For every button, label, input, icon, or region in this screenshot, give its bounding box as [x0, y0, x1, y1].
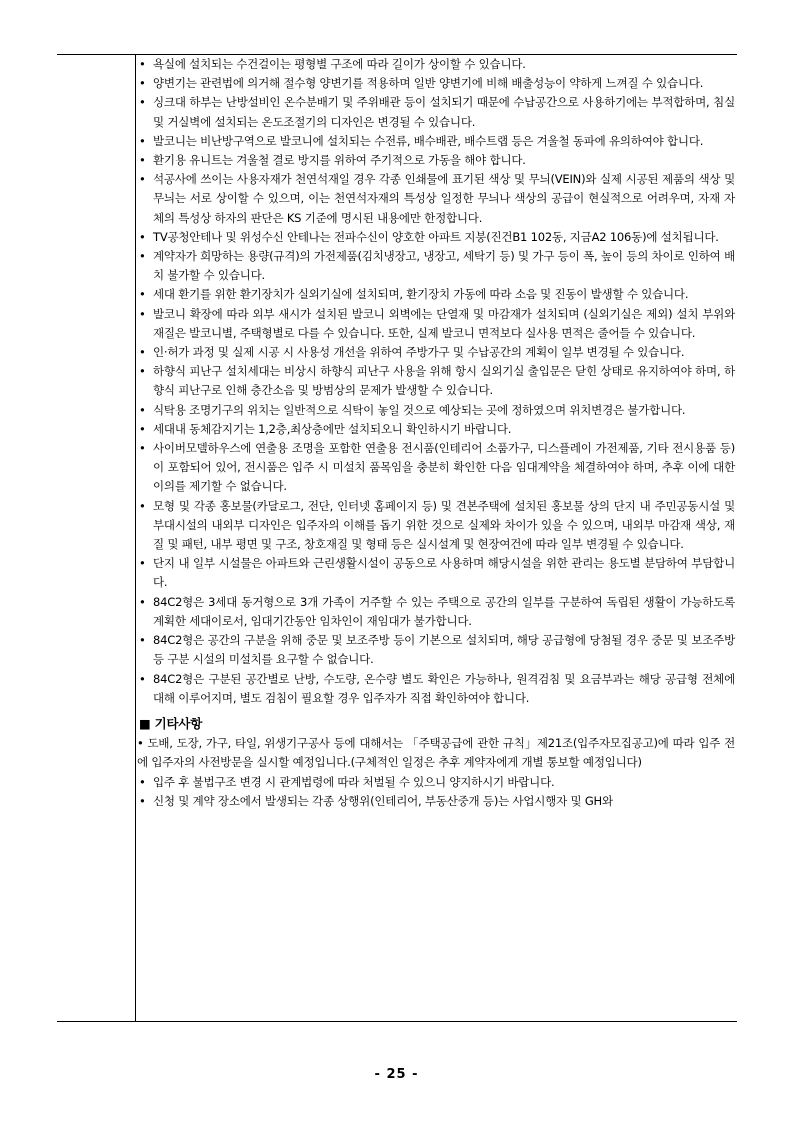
- bullet-icon: •: [139, 364, 146, 379]
- bullet-icon: •: [139, 793, 146, 808]
- bullet-icon: •: [139, 498, 146, 513]
- column-divider: [135, 54, 136, 1021]
- bullet-icon: •: [139, 57, 146, 71]
- list-item: [137, 792, 735, 811]
- bullet-icon: •: [139, 774, 146, 789]
- list-item-text: 양변기는 관련법에 의거해 절수형 양변기를 적용하며 일반 양변기에 비해 배출성능이 약하게 느껴질 수 있습니다.: [153, 76, 704, 91]
- page-number: - 25 -: [374, 1067, 419, 1082]
- list-item: [137, 343, 735, 362]
- list-item-text: 모형 및 각종 홍보물(카달로그, 전단, 인터넷 홈페이지 등) 및 견본주택에 설치된 홍보물 상의 단지 내 주민공동시설 및 부대시설의 내외부 디자인은 입주자의 이해를 돕기 위한 것으로 실제와 차이가 있을 수 있으며, 내외부 마감재 색상, 재질 및 패턴, 내부 평면 및 구조, 창호재질 및 형태 등은 실시설계 및 현장여건에 따라 일부 변경될 수 있습니다.: [153, 498, 735, 552]
- section-heading: [137, 714, 735, 733]
- list-item-text: 발코니는 비난방구역으로 발코니에 설치되는 수전류, 배수배관, 배수트랩 등은 겨울철 동파에 유의하여야 합니다.: [153, 133, 704, 148]
- list-item: [137, 55, 735, 74]
- bullet-icon: •: [139, 133, 146, 148]
- list-item-text: 싱크대 하부는 난방설비인 온수분배기 및 주위배관 등이 설치되기 때문에 수납공간으로 사용하기에는 부적합하며, 침실 및 거실벽에 설치되는 온도조절기의 디자인은 변경될 수 있습니다.: [153, 95, 735, 129]
- list-item: [137, 439, 735, 497]
- list-item: [137, 93, 735, 131]
- section-heading-text: 기타사항: [154, 715, 203, 731]
- list-item: [137, 132, 735, 151]
- list-item-text: 식탁용 조명기구의 위치는 일반적으로 식탁이 놓일 것으로 예상되는 곳에 정하였으며 위치변경은 불가합니다.: [153, 402, 686, 417]
- bullet-icon: •: [139, 345, 146, 360]
- list-item-text: 입주 후 불법구조 변경 시 관계법령에 따라 처벌될 수 있으니 양지하시기 바랍니다.: [153, 774, 555, 789]
- list-item-text: 84C2형은 공간의 구분을 위해 중문 및 보조주방 등이 기본으로 설치되며, 해당 공급형에 당첨될 경우 중문 및 보조주방 등 구분 시설의 미설치를 요구할 수 없습니다.: [153, 633, 735, 667]
- list-item: [137, 401, 735, 420]
- list-item-text: 세대 환기를 위한 환기장치가 실외기실에 설치되며, 환기장치 가동에 따라 소음 및 진동이 발생할 수 있습니다.: [153, 287, 689, 302]
- list-item-text: TV공청안테나 및 위성수신 안테나는 전파수신이 양호한 아파트 지붕(진건B1 102동, 지금A2 106동)에 설치됩니다.: [153, 229, 719, 244]
- bullet-icon: •: [139, 671, 146, 686]
- list-item-text: 84C2형은 3세대 동거형으로 3개 가족이 거주할 수 있는 주택으로 공간의 일부를 구분하여 독립된 생활이 가능하도록 계획한 세대이로서, 임대기간동안 임차인이 재임대가 불가합니다.: [153, 594, 735, 628]
- bullet-icon: •: [139, 633, 146, 648]
- list-item: [137, 151, 735, 170]
- notice-list-bottom: [137, 773, 735, 811]
- list-item: [137, 631, 735, 669]
- bullet-icon: •: [139, 95, 146, 110]
- list-item-text: 욕실에 설치되는 수건걸이는 평형별 구조에 따라 길이가 상이할 수 있습니다.: [153, 57, 526, 71]
- bullet-icon: •: [139, 153, 146, 168]
- bullet-icon: •: [139, 229, 146, 244]
- list-item-text: 84C2형은 구분된 공간별로 난방, 수도량, 온수량 별도 확인은 가능하나, 원격검침 및 요금부과는 해당 공급형 전체에 대해 이루어지며, 별도 검침이 필요할 경우 입주자가 직접 확인하여야 합니다.: [153, 671, 735, 705]
- bullet-icon: •: [139, 441, 146, 456]
- bullet-icon: •: [139, 249, 146, 264]
- notice-content: [137, 55, 735, 811]
- list-item-text: 세대내 동체감지기는 1,2층,최상층에만 설치되오니 확인하시기 바랍니다.: [153, 421, 512, 436]
- list-item: [137, 593, 735, 631]
- list-item: [137, 420, 735, 439]
- list-item: [137, 247, 735, 285]
- list-item: [137, 497, 735, 555]
- list-item-text: 사이버모델하우스에 연출용 조명을 포함한 연출용 전시품(인테리어 소품가구, 디스플레이 가전제품, 기타 전시용품 등)이 포함되어 있어, 전시품은 입주 시 미설치 품목임을 충분히 확인한 다음 임대계약을 체결하여야 하며, 추후 이에 대한 이의를 제기할 수 없습니다.: [153, 441, 735, 494]
- bullet-icon: •: [139, 76, 146, 91]
- list-item: [137, 773, 735, 792]
- list-item-text: 인·허가 과정 및 실제 시공 시 사용성 개선을 위하여 주방가구 및 수납공간의 계획이 일부 변경될 수 있습니다.: [153, 345, 685, 360]
- list-item: [137, 170, 735, 228]
- list-item-text: 계약자가 희망하는 용량(규격)의 가전제품(김치냉장고, 냉장고, 세탁기 등) 및 가구 등이 폭, 높이 등의 차이로 인하여 배치 불가할 수 있습니다.: [153, 249, 735, 283]
- list-item: [137, 362, 735, 400]
- list-item-text: 환기용 유니트는 겨울철 결로 방지를 위하여 주기적으로 가동을 해야 합니다.: [153, 153, 526, 168]
- list-item: [137, 285, 735, 304]
- bullet-icon: •: [139, 172, 146, 187]
- list-item: [137, 305, 735, 343]
- list-item-text: 단지 내 일부 시설물은 아파트와 근린생활시설이 공동으로 사용하며 해당시설을 위한 관리는 용도별 분담하여 부담합니다.: [153, 556, 735, 590]
- list-item: [137, 228, 735, 247]
- notice-list-top: [137, 55, 735, 708]
- bullet-icon: •: [139, 556, 146, 571]
- list-item: [137, 554, 735, 592]
- bullet-icon: •: [139, 402, 146, 417]
- list-item-text: 신청 및 계약 장소에서 발생되는 각종 상행위(인테리어, 부동산중개 등)는 사업시행자 및 GH와: [153, 793, 613, 808]
- list-item: [137, 74, 735, 93]
- list-item-text: 발코니 확장에 따라 외부 새시가 설치된 발코니 외벽에는 단열재 및 마감재가 설치되며 (실외기실은 제외) 설치 부위와 재질은 발코니별, 주택형별로 다를 수 있습니다. 또한, 실제 발코니 면적보다 실사용 면적은 줄어들 수 있습니다.: [153, 306, 735, 340]
- list-item-text: 하향식 피난구 설치세대는 비상시 하향식 피난구 사용을 위해 항시 실외기실 출입문은 닫힌 상태로 유지하여야 하며, 하향식 피난구로 인해 층간소음 및 방범상의 문제가 발생할 수 있습니다.: [153, 364, 735, 398]
- paragraph-pre-visit: • 도배, 도장, 가구, 타일, 위생기구공사 등에 대해서는 「주택공급에 관한 규칙」제21조(입주자모집공고)에 따라 입주 전에 입주자의 사전방문을 실시할 예정입니다.(구체적인 일정은 추후 계약자에게 개별 통보할 예정입니다): [137, 736, 735, 770]
- bullet-icon: •: [139, 287, 146, 302]
- bullet-icon: •: [139, 421, 146, 436]
- bullet-icon: •: [139, 306, 146, 321]
- list-item: [137, 670, 735, 708]
- square-bullet-icon: ■: [139, 715, 151, 731]
- list-item-text: 석공사에 쓰이는 사용자재가 천연석재일 경우 각종 인쇄물에 표기된 색상 및 무늬(VEIN)와 실제 시공된 제품의 색상 및 무늬는 서로 상이할 수 있으며, 이는 천연석자재의 특성상 일정한 무늬나 색상의 공급이 현실적으로 어려우며, 자재 자체의 특성상 하자의 판단은 KS 기준에 명시된 내용에만 한정합니다.: [153, 172, 735, 225]
- bullet-icon: •: [139, 594, 146, 609]
